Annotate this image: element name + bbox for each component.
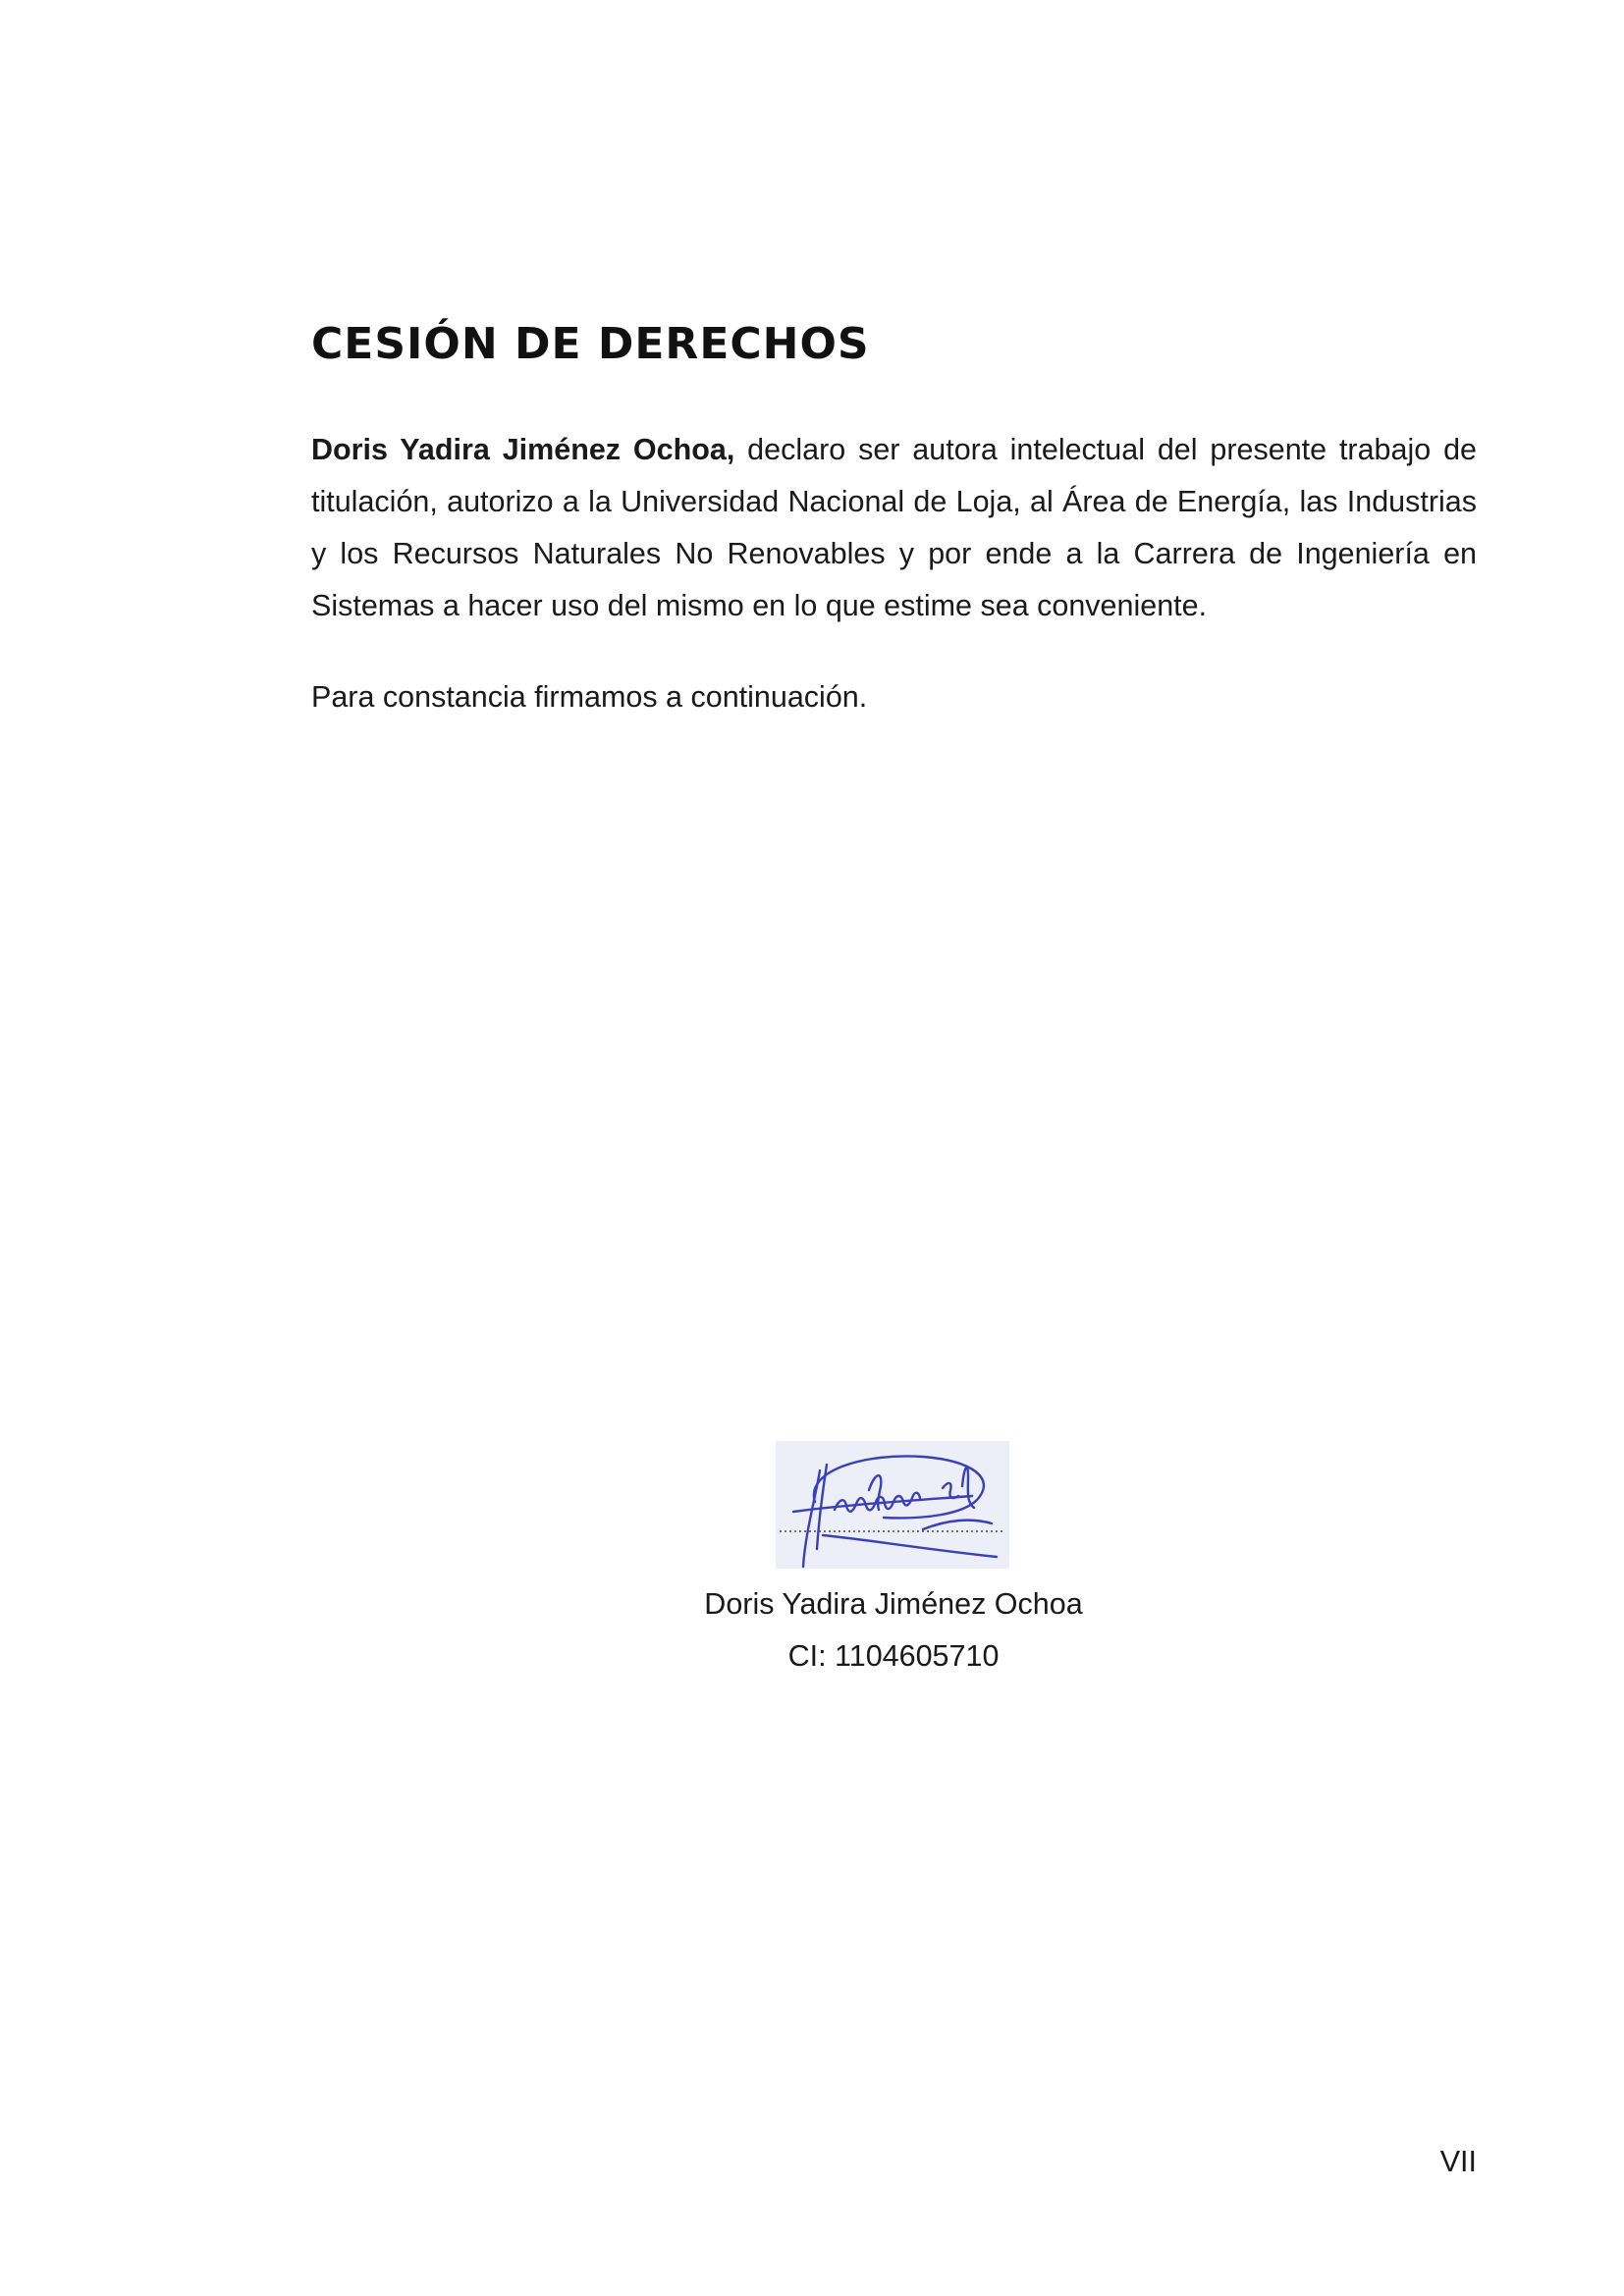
declaration-paragraph — [311, 424, 1477, 632]
closing-statement: Para constancia firmamos a continuación. — [311, 680, 868, 714]
signer-id: CI: 1104605710 — [787, 1639, 1000, 1673]
author-name: Doris Yadira Jiménez Ochoa, — [311, 433, 735, 466]
signer-name: Doris Yadira Jiménez Ochoa — [704, 1587, 1083, 1621]
declaration-text: declaro ser autora intelectual del presente trabajo de titulación, autorizo a la Universidad Nacional de Loja, al Área de Energía, las Industrias y los Recursos Naturales No Renovables y por ende a la Carrera de Ingeniería en Sistemas a hacer uso del mismo en lo que estime sea conveniente. — [311, 433, 1478, 622]
handwritten-signature-icon — [776, 1441, 1009, 1569]
signature-image — [776, 1441, 1009, 1569]
page-title: CESIÓN DE DERECHOS — [311, 319, 870, 369]
page-number: VII — [1439, 2145, 1477, 2178]
